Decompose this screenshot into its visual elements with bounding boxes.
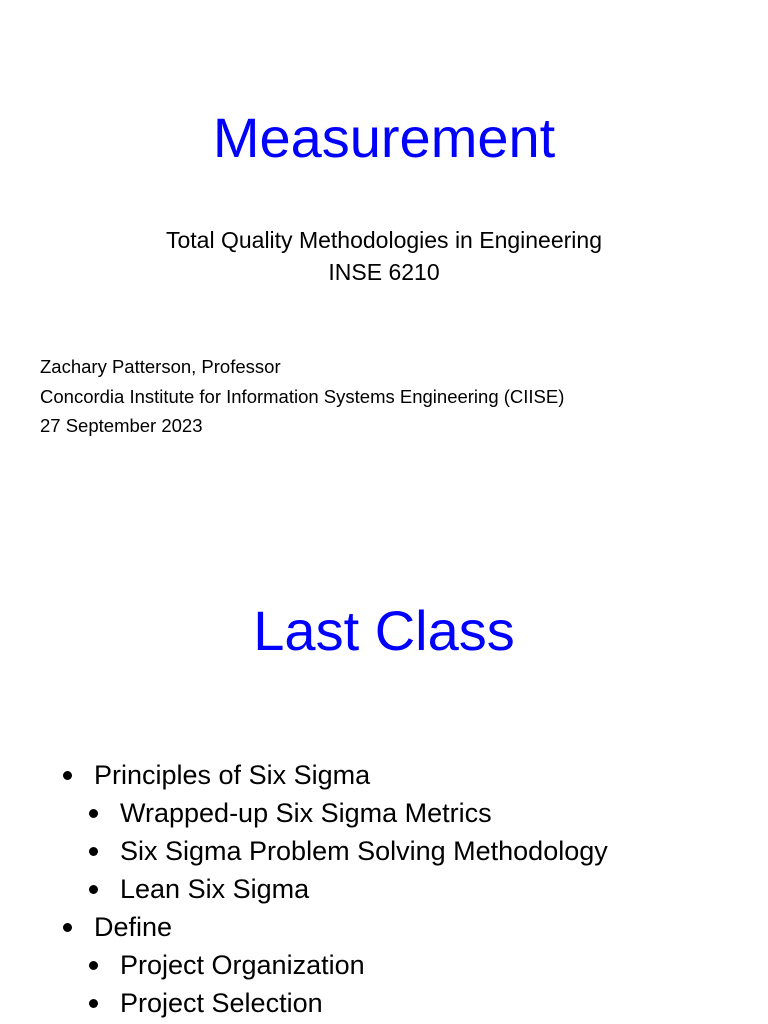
bullet-text: Define bbox=[94, 912, 173, 942]
bullet-text: Six Sigma Problem Solving Methodology bbox=[120, 836, 608, 866]
course-name: Total Quality Methodologies in Engineering bbox=[166, 227, 602, 253]
bullet-list bbox=[60, 756, 608, 1022]
bullet-dot-icon bbox=[89, 885, 98, 894]
bullet-item bbox=[60, 908, 608, 946]
bullet-text: Principles of Six Sigma bbox=[94, 760, 371, 790]
author-affiliation: Concordia Institute for Information Systems Engineering (CIISE) bbox=[40, 385, 565, 407]
bullet-item bbox=[60, 794, 608, 832]
bullet-text: Project Selection bbox=[120, 988, 323, 1018]
bullet-dot-icon bbox=[89, 847, 98, 856]
bullet-dot-icon bbox=[63, 771, 72, 780]
slide-subtitle bbox=[0, 224, 768, 288]
content-slide bbox=[0, 512, 768, 1024]
author-block bbox=[40, 352, 564, 441]
author-name: Zachary Patterson, Professor bbox=[40, 356, 281, 377]
bullet-dot-icon bbox=[89, 961, 98, 970]
course-code: INSE 6210 bbox=[328, 259, 440, 285]
bullet-item bbox=[60, 946, 608, 984]
slide-title: Last Class bbox=[253, 599, 515, 662]
bullet-dot-icon bbox=[89, 999, 98, 1008]
bullet-text: Lean Six Sigma bbox=[120, 874, 310, 904]
bullet-item bbox=[60, 984, 608, 1022]
bullet-dot-icon bbox=[63, 923, 72, 932]
bullet-dot-icon bbox=[89, 809, 98, 818]
bullet-text: Wrapped-up Six Sigma Metrics bbox=[120, 798, 492, 828]
presentation-date: 27 September 2023 bbox=[40, 415, 203, 436]
bullet-item bbox=[60, 832, 608, 870]
bullet-item bbox=[60, 870, 608, 908]
slide-title: Measurement bbox=[212, 106, 556, 169]
bullet-item bbox=[60, 756, 608, 794]
bullet-text: Project Organization bbox=[120, 950, 365, 980]
